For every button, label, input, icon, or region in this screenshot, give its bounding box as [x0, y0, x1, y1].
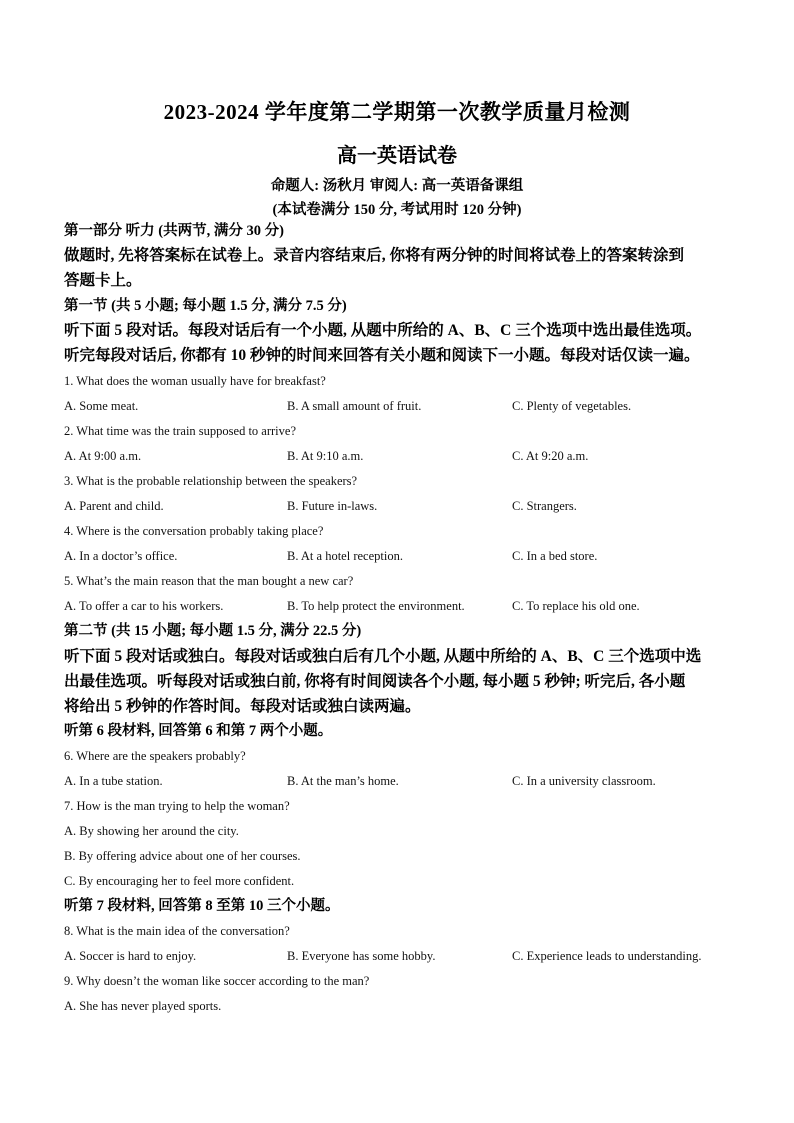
question-3-option-c: C. Strangers.: [512, 499, 577, 513]
question-9-stem: 9. Why doesn’t the woman like soccer according to the man?: [64, 974, 370, 988]
question-3-option-b: B. Future in-laws.: [287, 499, 378, 513]
question-5-option-b: B. To help protect the environment.: [287, 599, 465, 613]
section2-instructions-line3: 将给出 5 秒钟的作答时间。每段对话或独白读两遍。: [64, 698, 421, 715]
question-1-option-a: A. Some meat.: [64, 399, 139, 413]
question-3-option-a: A. Parent and child.: [64, 499, 164, 513]
page-subtitle: 高一英语试卷: [337, 145, 457, 167]
question-6-option-a: A. In a tube station.: [64, 774, 163, 788]
section1-instructions-line1: 听下面 5 段对话。每段对话后有一个小题, 从题中所给的 A、B、C 三个选项中选出最佳选项。: [64, 322, 702, 339]
question-4-stem: 4. Where is the conversation probably taking place?: [64, 524, 324, 538]
section2-heading: 第二节 (共 15 小题; 每小题 1.5 分, 满分 22.5 分): [64, 623, 362, 639]
section1-instructions-line2: 听完每段对话后, 你都有 10 秒钟的时间来回答有关小题和阅读下一小题。每段对话仅读一遍。: [64, 347, 700, 364]
question-2-option-b: B. At 9:10 a.m.: [287, 449, 364, 463]
question-1-option-b: B. A small amount of fruit.: [287, 399, 422, 413]
question-7-option-c: C. By encouraging her to feel more confident.: [64, 874, 295, 888]
question-7-option-b: B. By offering advice about one of her courses.: [64, 849, 301, 863]
section2-instructions-line1: 听下面 5 段对话或独白。每段对话或独白后有几个小题, 从题中所给的 A、B、C 三个选项中选: [64, 648, 702, 665]
authors-line: 命题人: 汤秋月 审阅人: 高一英语备课组: [270, 178, 524, 194]
question-8-stem: 8. What is the main idea of the conversation?: [64, 924, 290, 938]
part1-instructions-line1: 做题时, 先将答案标在试卷上。录音内容结束后, 你将有两分钟的时间将试卷上的答案转涂到: [64, 247, 685, 264]
question-2-option-c: C. At 9:20 a.m.: [512, 449, 589, 463]
question-5-option-c: C. To replace his old one.: [512, 599, 640, 613]
score-note: (本试卷满分 150 分, 考试用时 120 分钟): [272, 202, 522, 218]
question-2-stem: 2. What time was the train supposed to arrive?: [64, 424, 296, 438]
question-6-stem: 6. Where are the speakers probably?: [64, 749, 246, 763]
part1-heading: 第一部分 听力 (共两节, 满分 30 分): [64, 223, 284, 239]
question-5-stem: 5. What’s the main reason that the man bought a new car?: [64, 574, 354, 588]
question-8-option-b: B. Everyone has some hobby.: [287, 949, 436, 963]
material-7-heading: 听第 7 段材料, 回答第 8 至第 10 三个小题。: [64, 898, 340, 914]
question-9-option-a: A. She has never played sports.: [64, 999, 222, 1013]
question-7-stem: 7. How is the man trying to help the woman?: [64, 799, 290, 813]
question-4-option-a: A. In a doctor’s office.: [64, 549, 178, 563]
question-6-option-c: C. In a university classroom.: [512, 774, 656, 788]
question-5-option-a: A. To offer a car to his workers.: [64, 599, 224, 613]
question-4-option-c: C. In a bed store.: [512, 549, 598, 563]
question-8-option-a: A. Soccer is hard to enjoy.: [64, 949, 197, 963]
material-6-heading: 听第 6 段材料, 回答第 6 和第 7 两个小题。: [64, 723, 333, 739]
question-2-option-a: A. At 9:00 a.m.: [64, 449, 142, 463]
section1-heading: 第一节 (共 5 小题; 每小题 1.5 分, 满分 7.5 分): [64, 298, 347, 314]
question-8-option-c: C. Experience leads to understanding.: [512, 949, 702, 963]
section2-instructions-line2: 出最佳选项。听每段对话或独白前, 你将有时间阅读各个小题, 每小题 5 秒钟; 听完后, 各小题: [64, 673, 686, 690]
part1-instructions-line2: 答题卡上。: [64, 272, 142, 289]
question-3-stem: 3. What is the probable relationship between the speakers?: [64, 474, 358, 488]
question-1-option-c: C. Plenty of vegetables.: [512, 399, 632, 413]
question-1-stem: 1. What does the woman usually have for breakfast?: [64, 374, 326, 388]
question-7-option-a: A. By showing her around the city.: [64, 824, 239, 838]
question-6-option-b: B. At the man’s home.: [287, 774, 399, 788]
page-title: 2023-2024 学年度第二学期第一次教学质量月检测: [163, 100, 631, 124]
question-4-option-b: B. At a hotel reception.: [287, 549, 403, 563]
